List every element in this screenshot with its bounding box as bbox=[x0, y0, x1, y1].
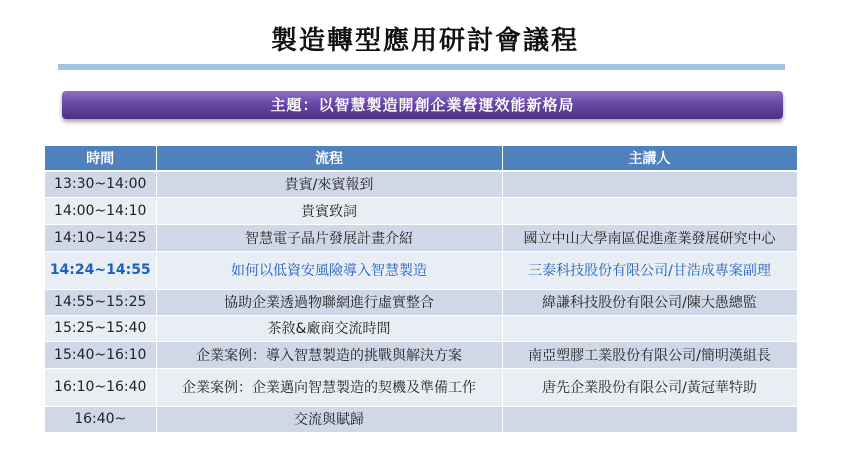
cell-time: 16:10~16:40 bbox=[45, 368, 156, 406]
header-item: 流程 bbox=[156, 146, 502, 171]
cell-speaker: 南亞塑膠工業股份有限公司/簡明漢組長 bbox=[502, 341, 797, 368]
table-row bbox=[45, 197, 797, 224]
cell-time: 13:30~14:00 bbox=[45, 171, 156, 197]
table-header-row bbox=[45, 146, 797, 171]
theme-banner: 主題：以智慧製造開創企業營運效能新格局 bbox=[62, 91, 783, 119]
table-row bbox=[45, 224, 797, 251]
cell-item: 交流與賦歸 bbox=[156, 406, 502, 432]
cell-item: 智慧電子晶片發展計畫介紹 bbox=[156, 224, 502, 251]
cell-speaker bbox=[502, 197, 797, 224]
cell-speaker: 國立中山大學南區促進產業發展研究中心 bbox=[502, 224, 797, 251]
cell-speaker: 唐先企業股份有限公司/黃冠華特助 bbox=[502, 368, 797, 406]
table-row-highlighted bbox=[45, 251, 797, 289]
cell-item: 貴賓/來賓報到 bbox=[156, 171, 502, 197]
cell-time: 15:25~15:40 bbox=[45, 315, 156, 341]
cell-item: 貴賓致詞 bbox=[156, 197, 502, 224]
header-time: 時間 bbox=[45, 146, 156, 171]
cell-speaker: 緯謙科技股份有限公司/陳大愚總監 bbox=[502, 289, 797, 315]
cell-speaker bbox=[502, 171, 797, 197]
page-title: 製造轉型應用研討會議程 bbox=[270, 26, 579, 56]
table-row bbox=[45, 171, 797, 197]
title-divider bbox=[58, 64, 785, 70]
table-row bbox=[45, 368, 797, 406]
cell-time: 14:10~14:25 bbox=[45, 224, 156, 251]
cell-time: 14:24~14:55 bbox=[45, 251, 156, 289]
header-speaker: 主講人 bbox=[502, 146, 797, 171]
cell-speaker bbox=[502, 406, 797, 432]
cell-item: 協助企業透過物聯網進行虛實整合 bbox=[156, 289, 502, 315]
cell-item: 企業案例：導入智慧製造的挑戰與解決方案 bbox=[156, 341, 502, 368]
table-row bbox=[45, 406, 797, 432]
cell-item: 如何以低資安風險導入智慧製造 bbox=[156, 251, 502, 289]
cell-time: 16:40~ bbox=[45, 406, 156, 432]
table-row bbox=[45, 315, 797, 341]
cell-speaker bbox=[502, 315, 797, 341]
cell-time: 14:00~14:10 bbox=[45, 197, 156, 224]
cell-item: 企業案例：企業邁向智慧製造的契機及準備工作 bbox=[156, 368, 502, 406]
cell-item: 茶敘&廠商交流時間 bbox=[156, 315, 502, 341]
cell-time: 14:55~15:25 bbox=[45, 289, 156, 315]
table-row bbox=[45, 289, 797, 315]
cell-speaker: 三泰科技股份有限公司/甘浩成專案副理 bbox=[502, 251, 797, 289]
table-row bbox=[45, 341, 797, 368]
cell-time: 15:40~16:10 bbox=[45, 341, 156, 368]
agenda-table bbox=[45, 146, 798, 433]
